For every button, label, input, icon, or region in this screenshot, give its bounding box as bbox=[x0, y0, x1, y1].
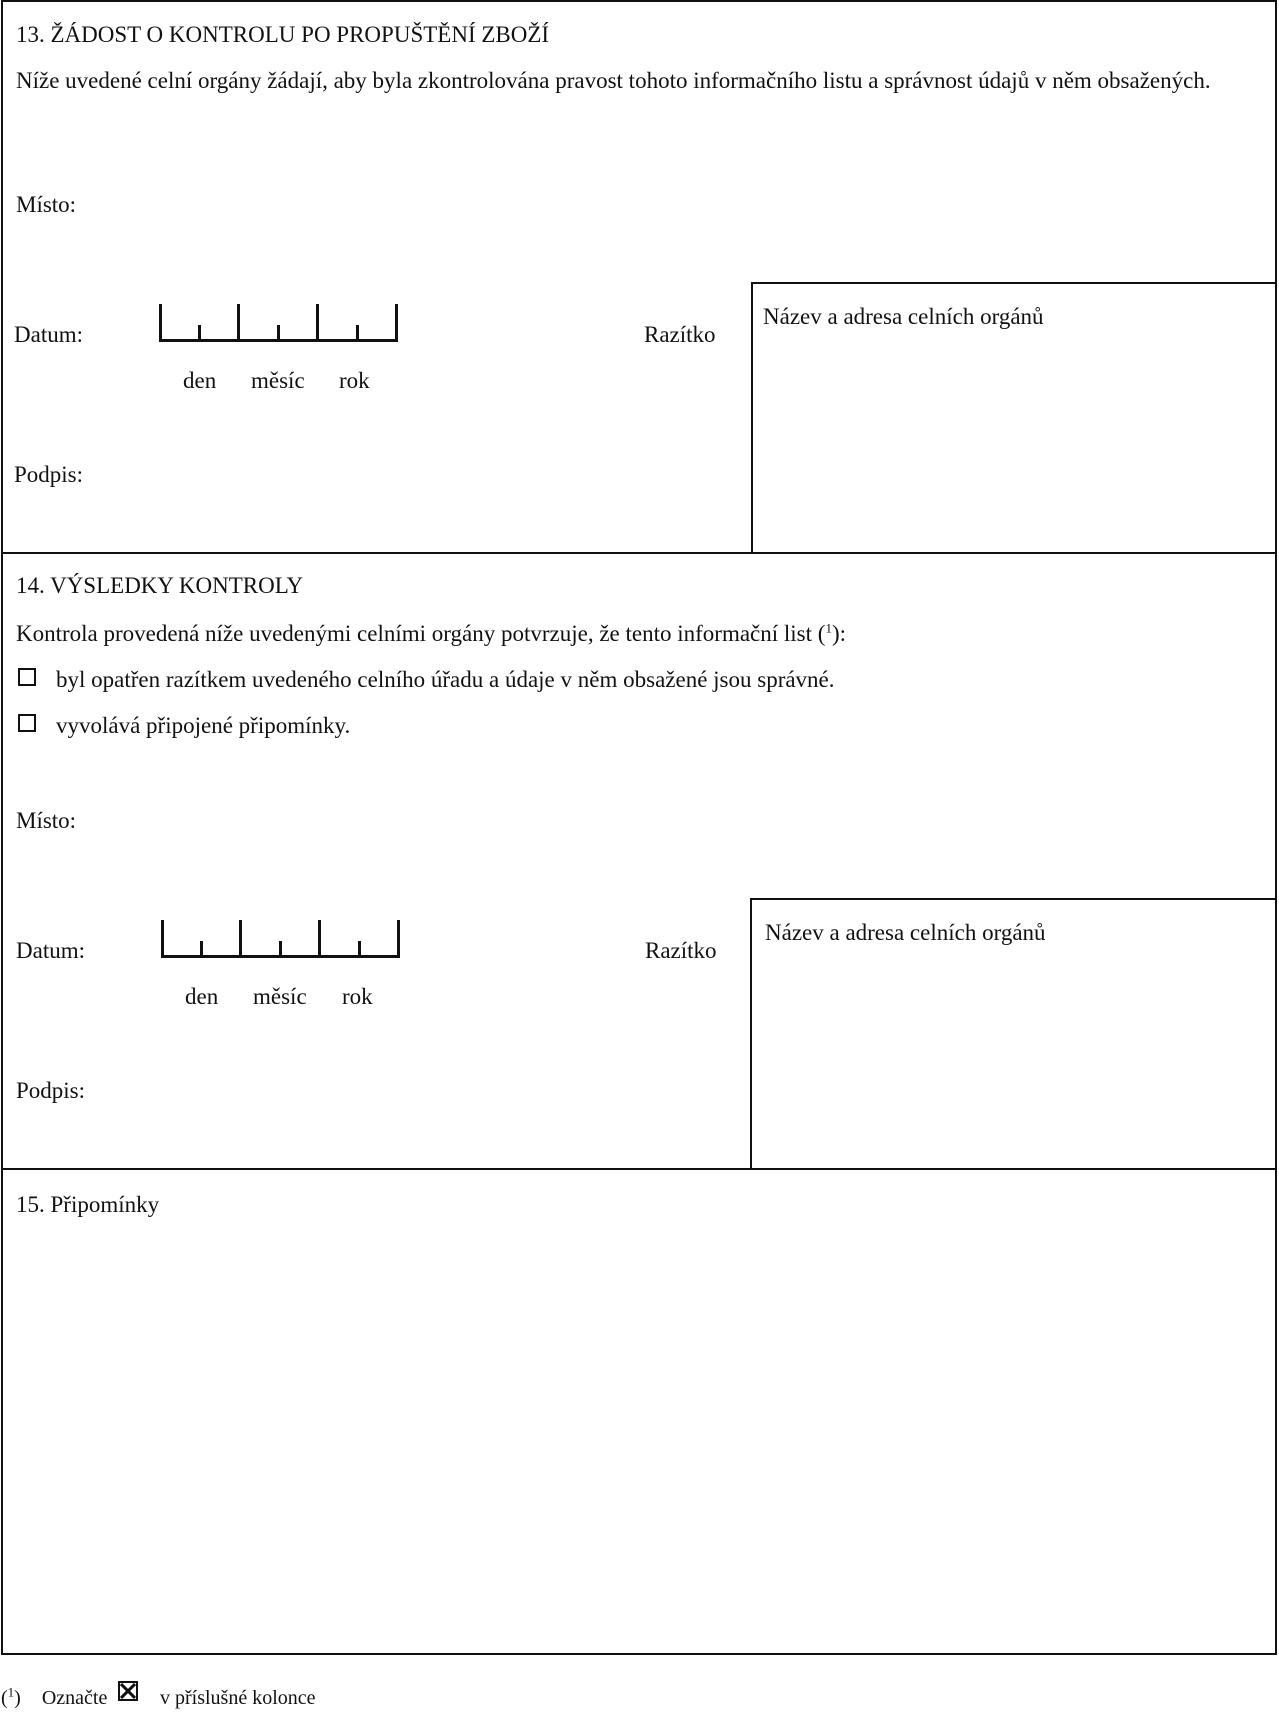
date-tick bbox=[397, 920, 400, 958]
section14-authority-label: Název a adresa celních orgánů bbox=[765, 920, 1046, 945]
date-tick bbox=[200, 941, 203, 958]
section14-date-label: Datum: bbox=[16, 938, 85, 963]
section13-authority-label: Název a adresa celních orgánů bbox=[763, 304, 1044, 329]
date-tick bbox=[395, 304, 398, 342]
section14-intro-suffix: ): bbox=[831, 621, 846, 646]
section13-divider bbox=[1, 552, 1277, 554]
section13-stamp-label: Razítko bbox=[644, 322, 716, 347]
section14-place-label: Místo: bbox=[16, 808, 77, 833]
footnote-suffix: v příslušné kolonce bbox=[160, 1687, 316, 1709]
section14-day-label: den bbox=[185, 984, 219, 1009]
section14-signature-label: Podpis: bbox=[16, 1078, 86, 1103]
result-correct-checkbox[interactable] bbox=[18, 668, 36, 686]
crossed-box-icon bbox=[118, 1681, 138, 1701]
date-tick bbox=[198, 325, 201, 342]
section14-divider bbox=[1, 1168, 1277, 1170]
section14-month-label: měsíc bbox=[253, 984, 307, 1009]
result-remarks-label: vyvolává připojené připomínky. bbox=[56, 713, 351, 738]
date-tick bbox=[161, 920, 164, 958]
footnote-open: ( bbox=[1, 1687, 8, 1709]
footnote-prefix: Označte bbox=[41, 1687, 108, 1709]
date-tick bbox=[279, 941, 282, 958]
section14-intro bbox=[16, 620, 846, 648]
date-tick bbox=[159, 304, 162, 342]
section13-year-label: rok bbox=[339, 368, 370, 393]
section13-heading: 13. ŽÁDOST O KONTROLU PO PROPUŠTĚNÍ ZBOŽÍ bbox=[16, 22, 550, 47]
section13-intro: Níže uvedené celní orgány žádají, aby byla zkontrolována pravost tohoto informačního listu a správnost údajů v něm obsažených. bbox=[16, 68, 1211, 93]
section14-date-field[interactable] bbox=[161, 918, 401, 958]
date-tick bbox=[237, 304, 240, 342]
section13-signature-label: Podpis: bbox=[14, 462, 84, 487]
date-tick bbox=[239, 920, 242, 958]
section13-date-field[interactable] bbox=[159, 302, 399, 342]
date-tick bbox=[318, 920, 321, 958]
section14-heading: 14. VÝSLEDKY KONTROLY bbox=[16, 573, 304, 598]
section13-date-label: Datum: bbox=[14, 322, 83, 347]
result-remarks-checkbox[interactable] bbox=[18, 714, 36, 732]
date-tick bbox=[316, 304, 319, 342]
section14-stamp-label: Razítko bbox=[645, 938, 717, 963]
section13-day-label: den bbox=[183, 368, 217, 393]
result-correct-label: byl opatřen razítkem uvedeného celního úřadu a údaje v něm obsažené jsou správné. bbox=[56, 667, 835, 692]
date-tick bbox=[277, 325, 280, 342]
section15-heading: 15. Připomínky bbox=[16, 1192, 160, 1217]
footnote bbox=[1, 1685, 107, 1711]
date-tick bbox=[356, 325, 359, 342]
section14-intro-prefix: Kontrola provedená níže uvedenými celními orgány potvrzuje, že tento informační list ( bbox=[16, 621, 826, 646]
section13-month-label: měsíc bbox=[251, 368, 305, 393]
section13-place-label: Místo: bbox=[16, 192, 77, 217]
footnote-close: ) bbox=[14, 1687, 21, 1709]
footnote-number: 1 bbox=[7, 1684, 15, 1700]
remarks-area[interactable] bbox=[4, 1230, 1274, 1650]
date-tick bbox=[358, 941, 361, 958]
section14-year-label: rok bbox=[342, 984, 373, 1009]
footnote-ref: 1 bbox=[825, 620, 832, 636]
